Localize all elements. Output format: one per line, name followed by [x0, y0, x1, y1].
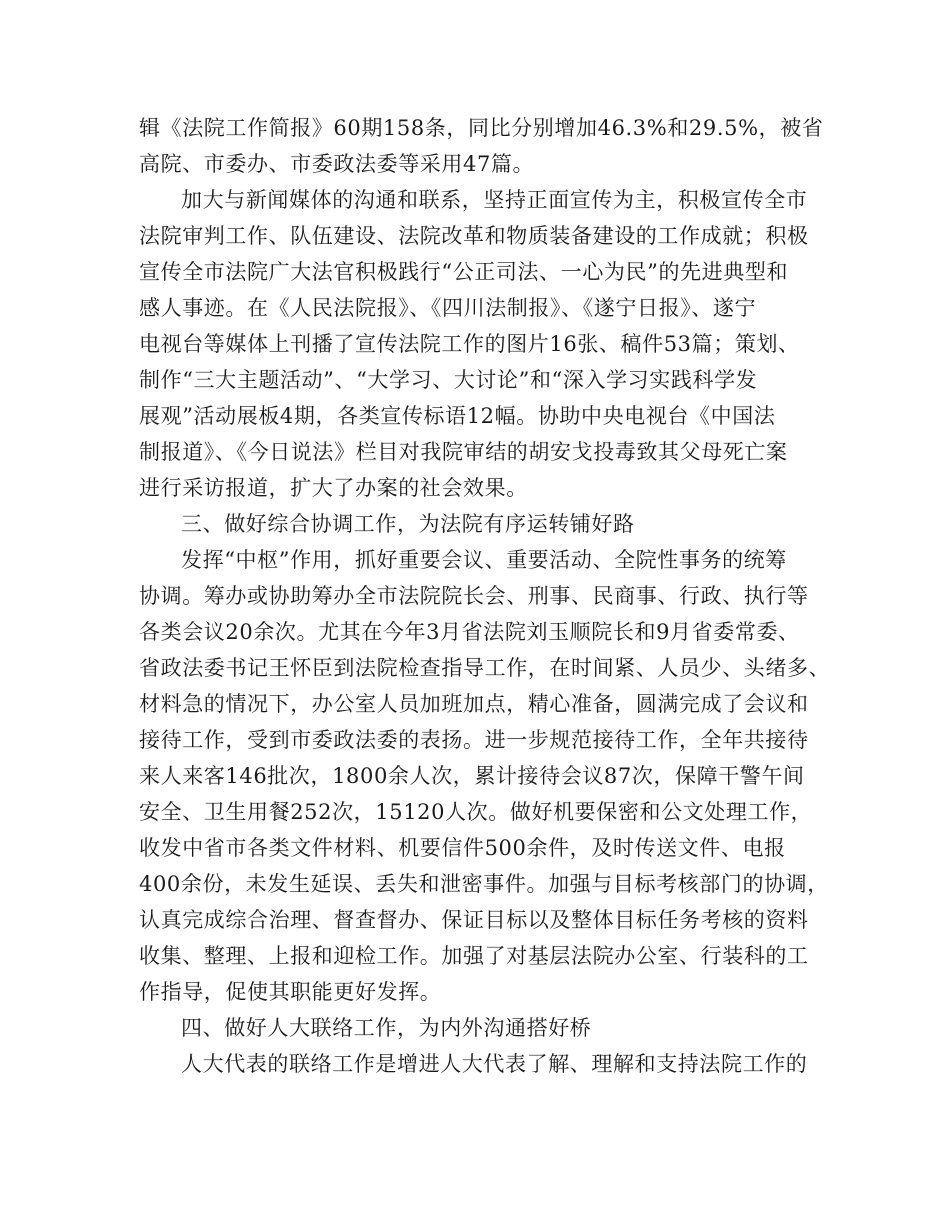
text-line: 收发中省市各类文件材料、机要信件500余件，及时传送文件、电报 — [139, 836, 786, 860]
text-line: 辑《法院工作简报》60期158条，同比分别增加46.3%和29.5%，被省 — [139, 116, 824, 140]
text-line: 法院审判工作、队伍建设、法院改革和物质装备建设的工作成就；积极 — [139, 224, 809, 248]
text-line: 进行采访报道，扩大了办案的社会效果。 — [139, 476, 528, 500]
text-line: 协调。筹办或协助筹办全市法院院长会、刑事、民商事、行政、执行等 — [139, 584, 809, 608]
text-line: 感人事迹。在《人民法院报》、《四川法制报》、《遂宁日报》、遂宁 — [139, 296, 757, 320]
paragraph-line: 加大与新闻媒体的沟通和联系，坚持正面宣传为主，积极宣传全市 — [181, 188, 808, 212]
text-line: 认真完成综合治理、督查督办、保证目标以及整体目标任务考核的资料 — [139, 908, 809, 932]
text-line: 电视台等媒体上刊播了宣传法院工作的图片16张、稿件53篇；策划、 — [139, 332, 800, 356]
text-line: 作指导，促使其职能更好发挥。 — [139, 980, 442, 1004]
text-line: 制作“三大主题活动”、“大学习、大讨论”和“深入学习实践科学发 — [139, 368, 758, 392]
paragraph-line: 人大代表的联络工作是增进人大代表了解、理解和支持法院工作的 — [181, 1052, 808, 1076]
section-heading: 四、做好人大联络工作，为内外沟通搭好桥 — [181, 1016, 592, 1040]
text-line: 省政法委书记王怀臣到法院检查指导工作，在时间紧、人员少、头绪多、 — [139, 656, 831, 680]
text-line: 制报道》、《今日说法》栏目对我院审结的胡安戈投毒致其父母死亡案 — [139, 440, 788, 464]
paragraph-line: 发挥“中枢”作用，抓好重要会议、重要活动、全院性事务的统筹 — [181, 548, 787, 572]
text-line: 宣传全市法院广大法官积极践行“公正司法、一心为民”的先进典型和 — [139, 260, 789, 284]
text-line: 接待工作，受到市委政法委的表扬。进一步规范接待工作，全年共接待 — [139, 728, 809, 752]
text-line: 安全、卫生用餐252次，15120人次。做好机要保密和公文处理工作， — [139, 800, 813, 824]
text-line: 收集、整理、上报和迎检工作。加强了对基层法院办公室、行装科的工 — [139, 944, 809, 968]
text-line: 400余份，未发生延误、丢失和泄密事件。加强与目标考核部门的协调， — [139, 872, 829, 896]
text-line: 展观”活动展板4期，各类宣传标语12幅。协助中央电视台《中国法 — [139, 404, 776, 428]
text-line: 来人来客146批次，1800余人次，累计接待会议87次，保障干警午间 — [139, 764, 805, 788]
text-line: 材料急的情况下，办公室人员加班加点，精心准备，圆满完成了会议和 — [139, 692, 809, 716]
text-line: 高院、市委办、市委政法委等采用47篇。 — [139, 152, 535, 176]
text-line: 各类会议20余次。尤其在今年3月省法院刘玉顺院长和9月省委常委、 — [139, 620, 800, 644]
section-heading: 三、做好综合协调工作，为法院有序运转铺好路 — [181, 512, 635, 536]
